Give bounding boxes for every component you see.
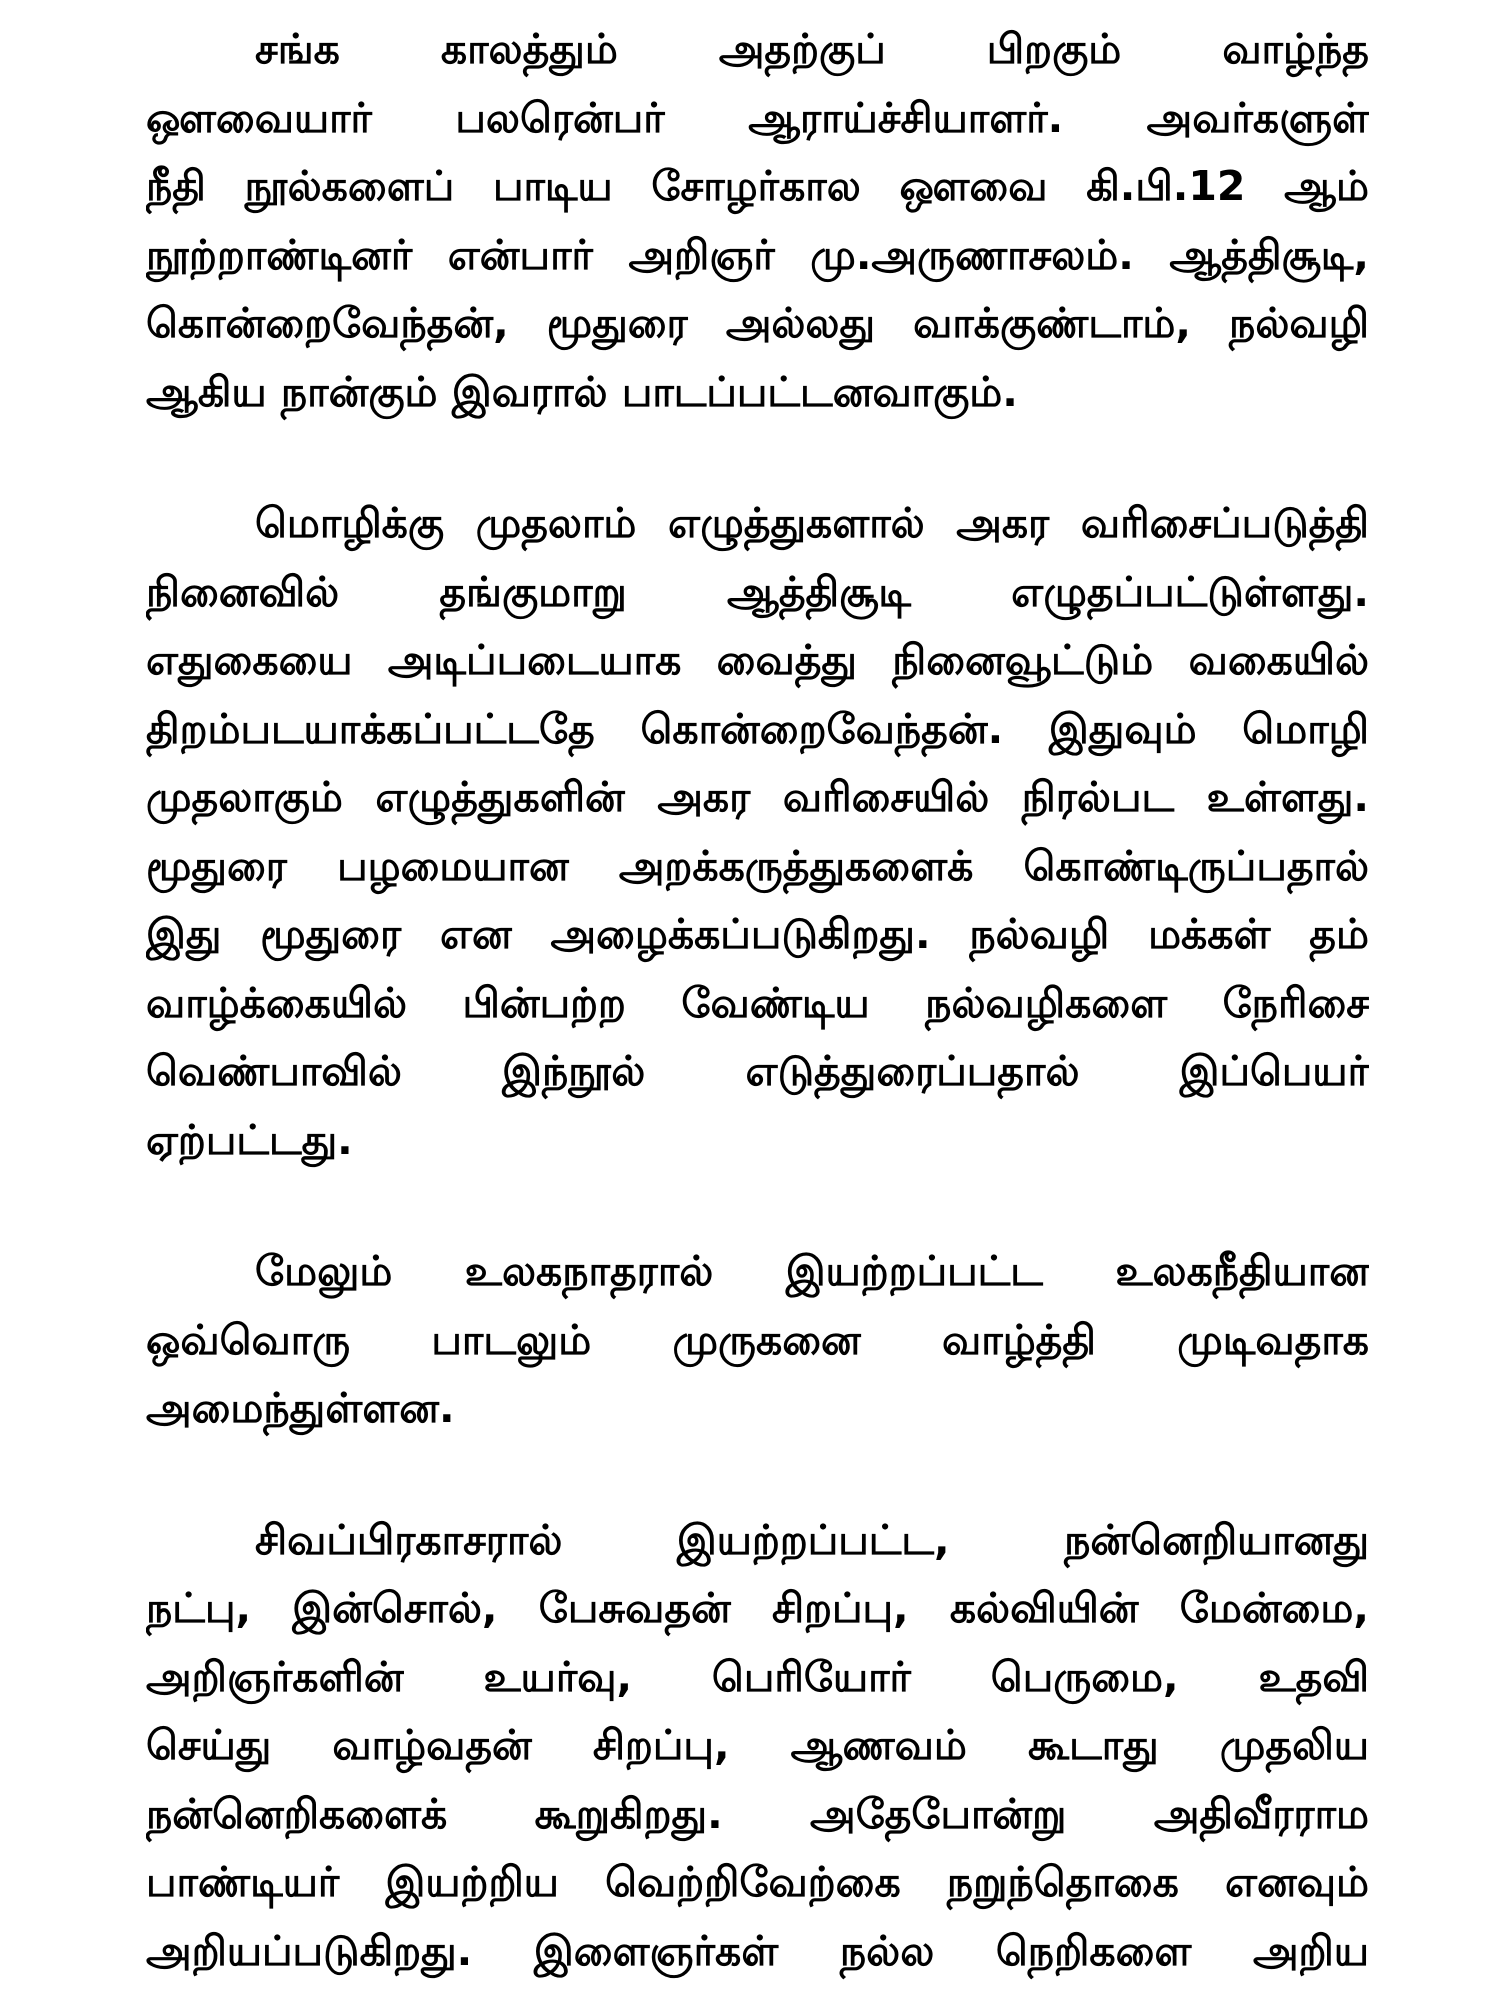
text-line: சிவப்பிரகாசரால் இயற்றப்பட்ட, நன்னெறியானது bbox=[255, 1515, 1369, 1564]
text-line: வாழ்க்கையில் பின்பற்ற வேண்டிய நல்வழிகளை நேரிசை bbox=[146, 978, 1369, 1027]
text-line: நட்பு, இன்சொல், பேசுவதன் சிறப்பு, கல்வியின் மேன்மை, bbox=[146, 1584, 1369, 1632]
paragraph bbox=[146, 489, 1369, 1174]
paragraph bbox=[146, 1506, 1369, 1986]
text-line: மூதுரை பழமையான அறக்கருத்துகளைக் கொண்டிருப்பதால் bbox=[146, 841, 1369, 890]
text-line: பாண்டியர் இயற்றிய வெற்றிவேற்கை நறுந்தொகை எனவும் bbox=[146, 1858, 1369, 1906]
text-line: நூற்றாண்டினர் என்பார் அறிஞர் மு.அருணாசலம். ஆத்திசூடி, bbox=[146, 230, 1369, 279]
text-line: ஏற்பட்டது. bbox=[146, 1115, 353, 1164]
text-line: நன்னெறிகளைக் கூறுகிறது. அதேபோன்று அதிவீரராம bbox=[146, 1789, 1369, 1838]
text-line: முதலாகும் எழுத்துகளின் அகர வரிசையில் நிரல்பட உள்ளது. bbox=[146, 773, 1369, 821]
text-line: திறம்படயாக்கப்பட்டதே கொன்றைவேந்தன். இதுவும் மொழி bbox=[146, 704, 1369, 753]
text-line: ஆகிய நான்கும் இவரால் பாடப்பட்டனவாகும். bbox=[146, 367, 1018, 416]
text-line: அறிஞர்களின் உயர்வு, பெரியோர் பெருமை, உதவி bbox=[146, 1652, 1369, 1701]
text-line: மேலும் உலகநாதரால் இயற்றப்பட்ட உலகநீதியான bbox=[255, 1247, 1369, 1295]
text-line: இது மூதுரை என அழைக்கப்படுகிறது. நல்வழி மக்கள் தம் bbox=[146, 910, 1369, 958]
text-line: நினைவில் தங்குமாறு ஆத்திசூடி எழுதப்பட்டுள்ளது. bbox=[146, 567, 1369, 616]
paragraph bbox=[146, 1237, 1369, 1443]
text-line: அறியப்படுகிறது. இளைஞர்கள் நல்ல நெறிகளை அறிய bbox=[146, 1926, 1369, 1975]
text-line: ஒவ்வொரு பாடலும் முருகனை வாழ்த்தி முடிவதாக bbox=[146, 1315, 1369, 1364]
text-line: மொழிக்கு முதலாம் எழுத்துகளால் அகர வரிசைப்படுத்தி bbox=[255, 499, 1369, 547]
text-line: கொன்றைவேந்தன், மூதுரை அல்லது வாக்குண்டாம், நல்வழி bbox=[146, 299, 1369, 347]
text-line: நீதி நூல்களைப் பாடிய சோழர்கால ஔவை கி.பி.12 ஆம் bbox=[146, 162, 1369, 210]
text-line: அமைந்துள்ளன. bbox=[146, 1384, 455, 1432]
text-line: சங்க காலத்தும் அதற்குப் பிறகும் வாழ்ந்த bbox=[255, 25, 1369, 73]
text-line: வெண்பாவில் இந்நூல் எடுத்துரைப்பதால் இப்பெயர் bbox=[146, 1047, 1369, 1095]
text-line: ஔவையார் பலரென்பர் ஆராய்ச்சியாளர். அவர்களுள் bbox=[146, 93, 1369, 142]
paragraph bbox=[146, 15, 1369, 426]
document-body bbox=[146, 15, 1369, 2000]
text-line: எதுகையை அடிப்படையாக வைத்து நினைவூட்டும் வகையில் bbox=[146, 636, 1369, 684]
text-line: செய்து வாழ்வதன் சிறப்பு, ஆணவம் கூடாது முதலிய bbox=[146, 1721, 1369, 1769]
